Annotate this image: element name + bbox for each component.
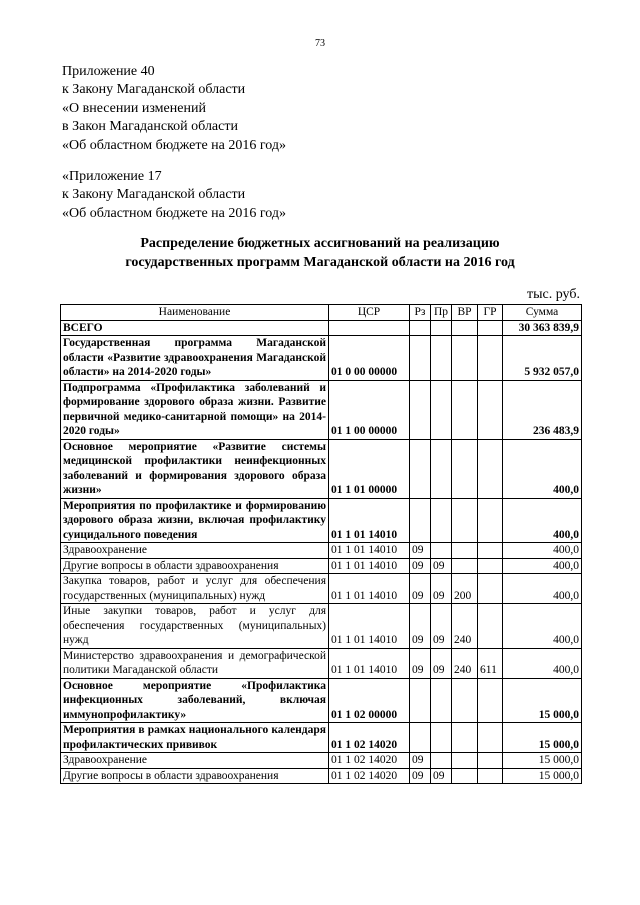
cell-csr: 01 1 01 14010 [329, 604, 410, 649]
header-rz: Рз [410, 305, 431, 321]
cell-gr [478, 380, 503, 439]
table-row [61, 753, 582, 769]
cell-csr [329, 320, 410, 336]
cell-csr: 01 1 02 00000 [329, 678, 410, 723]
cell-name: Министерство здравоохранения и демографической политики Магаданской области [61, 648, 329, 678]
cell-rz: 09 [410, 604, 431, 649]
cell-rz: 09 [410, 768, 431, 784]
cell-gr: 611 [478, 648, 503, 678]
table-row [61, 648, 582, 678]
table-row [61, 320, 582, 336]
cell-csr: 01 1 01 14010 [329, 648, 410, 678]
cell-pr: 09 [431, 574, 452, 604]
cell-vr: 240 [452, 604, 478, 649]
appendix-17-header [62, 168, 286, 223]
cell-vr [452, 320, 478, 336]
cell-vr [452, 380, 478, 439]
cell-gr [478, 439, 503, 498]
cell-vr [452, 498, 478, 543]
table-row [61, 604, 582, 649]
cell-name: Закупка товаров, работ и услуг для обеспечения государственных (муниципальных) нужд [61, 574, 329, 604]
table-row [61, 558, 582, 574]
cell-pr [431, 723, 452, 753]
cell-gr [478, 678, 503, 723]
appendix-40-line: в Закон Магаданской области [62, 119, 238, 135]
cell-pr: 09 [431, 768, 452, 784]
cell-name: Основное мероприятие «Профилактика инфекционных заболеваний, включая иммунопрофилактику» [61, 678, 329, 723]
cell-rz: 09 [410, 574, 431, 604]
cell-vr [452, 678, 478, 723]
cell-name: Мероприятия по профилактике и формированию здорового образа жизни, включая профилактику суицидального поведения [61, 498, 329, 543]
cell-vr [452, 439, 478, 498]
cell-gr [478, 336, 503, 381]
cell-sum: 400,0 [503, 543, 582, 559]
cell-vr [452, 336, 478, 381]
cell-name: Основное мероприятие «Развитие системы медицинской профилактики неинфекционных заболеваний и формирования здорового образа жизни» [61, 439, 329, 498]
appendix-40-header [62, 63, 286, 155]
cell-rz [410, 336, 431, 381]
cell-sum: 400,0 [503, 498, 582, 543]
cell-rz [410, 678, 431, 723]
cell-gr [478, 558, 503, 574]
page-number: 73 [315, 38, 325, 49]
appendix-17-line: к Закону Магаданской области [62, 187, 246, 203]
cell-sum: 400,0 [503, 558, 582, 574]
cell-gr [478, 498, 503, 543]
cell-sum: 400,0 [503, 648, 582, 678]
cell-vr [452, 753, 478, 769]
appendix-40-line: «О внесении изменений [62, 100, 206, 116]
cell-gr [478, 320, 503, 336]
document-title [60, 234, 580, 272]
cell-name: Здравоохранение [61, 753, 329, 769]
cell-pr [431, 439, 452, 498]
table-row [61, 336, 582, 381]
cell-vr [452, 543, 478, 559]
header-name: Наименование [61, 305, 329, 321]
cell-csr: 01 1 02 14020 [329, 753, 410, 769]
cell-pr [431, 753, 452, 769]
cell-sum: 400,0 [503, 604, 582, 649]
table-row [61, 678, 582, 723]
document-title-line-1: Распределение бюджетных ассигнований на реализацию [140, 236, 500, 251]
cell-csr: 01 1 02 14020 [329, 723, 410, 753]
cell-name: Государственная программа Магаданской области «Развитие здравоохранения Магаданской области» на 2014-2020 годы» [61, 336, 329, 381]
cell-vr [452, 558, 478, 574]
cell-pr [431, 380, 452, 439]
cell-sum: 15 000,0 [503, 753, 582, 769]
cell-gr [478, 574, 503, 604]
cell-vr: 240 [452, 648, 478, 678]
budget-table [60, 304, 582, 784]
cell-vr [452, 768, 478, 784]
cell-csr: 01 0 00 00000 [329, 336, 410, 381]
cell-csr: 01 1 00 00000 [329, 380, 410, 439]
cell-gr [478, 604, 503, 649]
cell-sum: 30 363 839,9 [503, 320, 582, 336]
cell-pr [431, 543, 452, 559]
cell-sum: 400,0 [503, 439, 582, 498]
cell-rz: 09 [410, 558, 431, 574]
table-row [61, 498, 582, 543]
cell-name: Другие вопросы в области здравоохранения [61, 768, 329, 784]
cell-name: Подпрограмма «Профилактика заболеваний и формирование здорового образа жизни. Развитие первичной медико-санитарной помощи» на 2014-2020 годы» [61, 380, 329, 439]
cell-pr: 09 [431, 648, 452, 678]
cell-pr [431, 498, 452, 543]
header-pr: Пр [431, 305, 452, 321]
header-gr: ГР [478, 305, 503, 321]
cell-csr: 01 1 01 14010 [329, 558, 410, 574]
cell-pr [431, 336, 452, 381]
cell-name: Другие вопросы в области здравоохранения [61, 558, 329, 574]
cell-csr: 01 1 01 00000 [329, 439, 410, 498]
cell-csr: 01 1 01 14010 [329, 498, 410, 543]
appendix-40-line: к Закону Магаданской области [62, 82, 246, 98]
cell-name: Здравоохранение [61, 543, 329, 559]
cell-sum: 15 000,0 [503, 678, 582, 723]
table-row [61, 380, 582, 439]
header-csr: ЦСР [329, 305, 410, 321]
table-row [61, 768, 582, 784]
cell-name: ВСЕГО [61, 320, 329, 336]
cell-rz: 09 [410, 543, 431, 559]
document-title-line-2: государственных программ Магаданской области на 2016 год [125, 255, 515, 270]
cell-pr: 09 [431, 558, 452, 574]
table-body [61, 320, 582, 784]
cell-csr: 01 1 01 14010 [329, 574, 410, 604]
header-vr: ВР [452, 305, 478, 321]
cell-sum: 15 000,0 [503, 768, 582, 784]
appendix-17-line: «Приложение 17 [62, 169, 162, 184]
cell-vr: 200 [452, 574, 478, 604]
cell-rz [410, 439, 431, 498]
cell-rz: 09 [410, 648, 431, 678]
cell-sum: 15 000,0 [503, 723, 582, 753]
cell-pr [431, 678, 452, 723]
cell-gr [478, 753, 503, 769]
table-row [61, 439, 582, 498]
table-row [61, 723, 582, 753]
cell-csr: 01 1 01 14010 [329, 543, 410, 559]
cell-gr [478, 543, 503, 559]
cell-rz [410, 320, 431, 336]
cell-pr: 09 [431, 604, 452, 649]
table-row [61, 574, 582, 604]
table-row [61, 543, 582, 559]
cell-csr: 01 1 02 14020 [329, 768, 410, 784]
cell-sum: 400,0 [503, 574, 582, 604]
cell-rz [410, 498, 431, 543]
appendix-40-line: «Об областном бюджете на 2016 год» [62, 137, 286, 153]
appendix-17-line: «Об областном бюджете на 2016 год» [62, 205, 286, 221]
cell-gr [478, 723, 503, 753]
cell-rz [410, 723, 431, 753]
cell-rz: 09 [410, 753, 431, 769]
units-label: тыс. руб. [527, 287, 580, 302]
cell-name: Мероприятия в рамках национального календаря профилактических прививок [61, 723, 329, 753]
cell-rz [410, 380, 431, 439]
header-sum: Сумма [503, 305, 582, 321]
cell-sum: 236 483,9 [503, 380, 582, 439]
cell-gr [478, 768, 503, 784]
cell-pr [431, 320, 452, 336]
table-header-row [61, 305, 582, 321]
appendix-40-line: Приложение 40 [62, 64, 155, 79]
cell-name: Иные закупки товаров, работ и услуг для обеспечения государственных (муниципальных) нужд [61, 604, 329, 649]
cell-sum: 5 932 057,0 [503, 336, 582, 381]
cell-vr [452, 723, 478, 753]
